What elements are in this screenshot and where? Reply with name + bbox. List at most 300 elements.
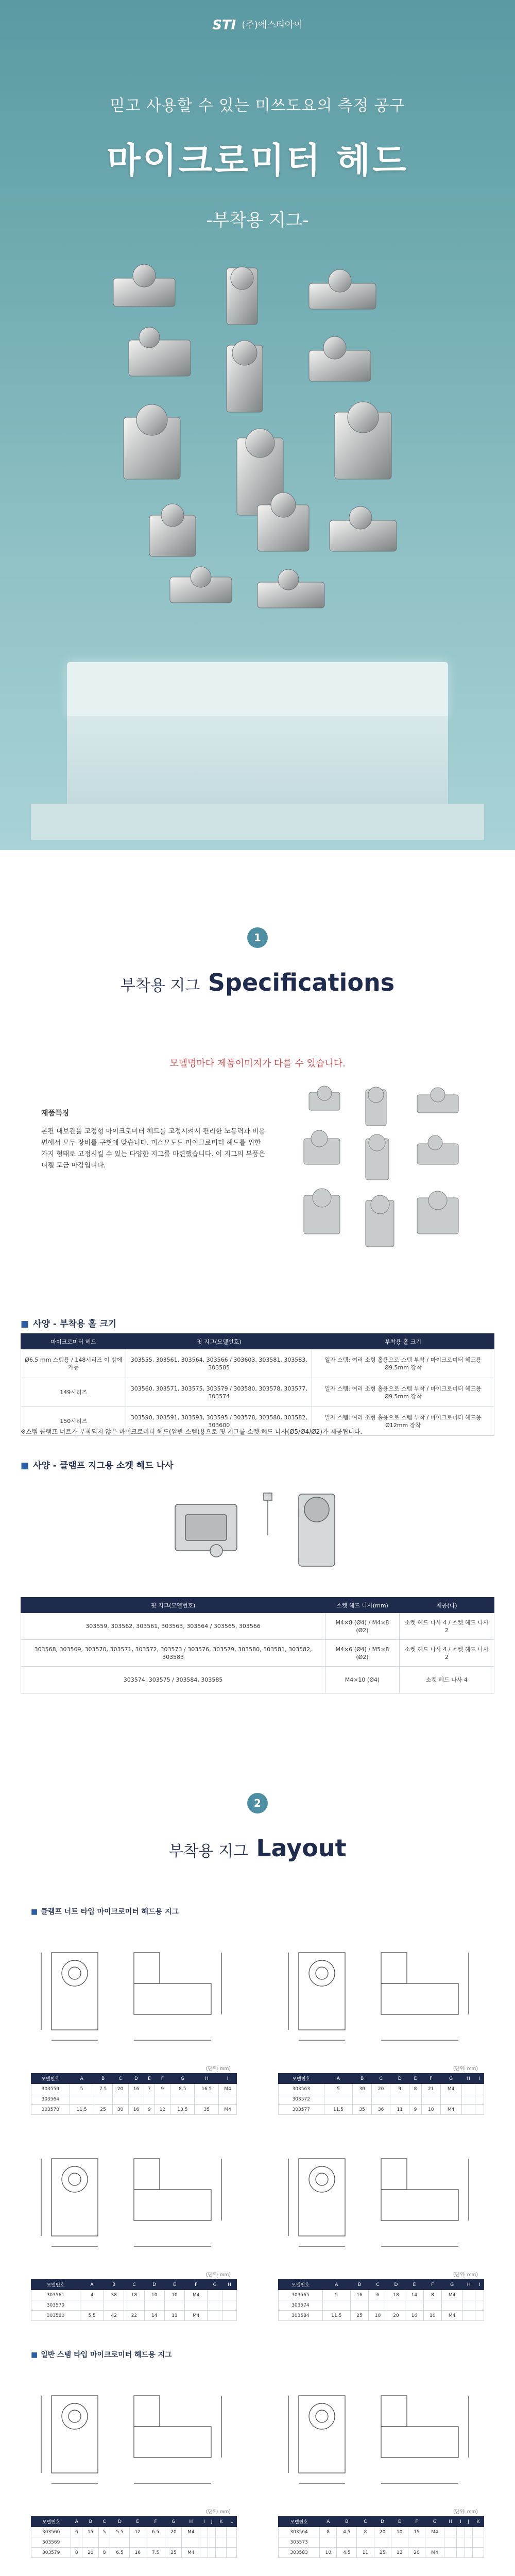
table-cell: 10 — [144, 2290, 164, 2300]
table-header: D — [144, 2280, 164, 2290]
table-cell: 9 — [154, 2084, 170, 2094]
table-cell: M4 — [182, 2548, 200, 2558]
table-cell — [208, 2300, 222, 2311]
table-cell — [444, 2537, 457, 2548]
table-header: H — [444, 2517, 457, 2527]
section-title-ko: 부착용 지그 — [120, 977, 200, 995]
table-cell — [195, 2094, 219, 2105]
table-header: I — [475, 2074, 484, 2084]
unit-label: (단위: mm) — [453, 2510, 478, 2515]
table-cell — [200, 2537, 208, 2548]
table-cell: 14 — [144, 2311, 164, 2321]
table-cell: 303563 — [279, 2084, 324, 2094]
table-cell: 150시리즈 — [21, 1407, 126, 1436]
spec-table — [21, 1333, 494, 1436]
table-cell: M4×8 (Ø4) / M4×8 (Ø2) — [325, 1613, 400, 1640]
plain-jig-subtitle: ■ 일반 스템 타입 마이크로미터 헤드용 지그 — [31, 2351, 172, 2359]
table-cell: 15 — [408, 2527, 425, 2537]
table-cell: M4 — [440, 2105, 461, 2115]
table-header: L — [227, 2517, 237, 2527]
table-header: F — [423, 2280, 441, 2290]
table-cell — [387, 2300, 405, 2311]
table-header: E — [144, 2074, 154, 2084]
table-header: H — [222, 2280, 236, 2290]
table-cell: 8 — [320, 2527, 337, 2537]
table-header: A — [71, 2517, 82, 2527]
dimension-drawing — [31, 2375, 237, 2504]
table-cell — [390, 2094, 409, 2105]
table-cell — [462, 2290, 475, 2300]
table-cell: 10 — [421, 2105, 440, 2115]
dimension-drawing — [31, 1932, 237, 2061]
table-cell — [472, 2527, 484, 2537]
table-cell: 20 — [408, 2548, 425, 2558]
table-cell: 5 — [322, 2290, 350, 2300]
table-cell: 10 — [320, 2548, 337, 2558]
table-cell: 303564 — [279, 2527, 320, 2537]
table-row — [21, 1613, 494, 1640]
table-header: D — [128, 2074, 144, 2084]
table-row — [31, 2094, 237, 2105]
table-header: C — [357, 2517, 374, 2527]
table-cell — [475, 2300, 484, 2311]
table-cell — [144, 2094, 154, 2105]
table-row — [279, 2537, 484, 2548]
table-header: D — [390, 2074, 409, 2084]
table-header: G — [442, 2280, 462, 2290]
dimension-drawing — [31, 2138, 237, 2267]
table-cell — [475, 2105, 484, 2115]
table-header: B — [94, 2074, 112, 2084]
table-cell: 8 — [357, 2527, 374, 2537]
table-cell: 25 — [350, 2311, 368, 2321]
table-cell: 303572 — [279, 2094, 324, 2105]
table-cell: 11 — [357, 2548, 374, 2558]
table-header: A — [324, 2074, 353, 2084]
dimension-table — [31, 2516, 237, 2558]
table-cell — [472, 2548, 484, 2558]
table-cell: M4 — [182, 2527, 200, 2537]
table-cell — [472, 2537, 484, 2548]
table-cell: 25 — [94, 2105, 112, 2115]
table-cell: 4.5 — [337, 2527, 357, 2537]
table-cell: M4 — [425, 2527, 444, 2537]
table-header: I — [219, 2074, 237, 2084]
table-cell — [461, 2084, 475, 2094]
table-cell: 12 — [391, 2548, 408, 2558]
table-cell: 20 — [371, 2084, 390, 2094]
table-cell: 303578 — [31, 2105, 70, 2115]
table-cell: 12 — [129, 2527, 146, 2537]
table-cell: 16.5 — [195, 2084, 219, 2094]
table-cell: 20 — [82, 2548, 99, 2558]
table-header: 모델번호 — [279, 2280, 323, 2290]
table-cell: 4 — [80, 2290, 104, 2300]
table-cell — [405, 2300, 423, 2311]
table-cell — [425, 2537, 444, 2548]
jig-set-image — [288, 1082, 494, 1257]
table-header: 소켓 헤드 나사(mm) — [325, 1598, 400, 1613]
table-cell: M4 — [219, 2084, 237, 2094]
table-cell — [475, 2094, 484, 2105]
table-cell: 25 — [165, 2548, 182, 2558]
table-cell: 303569 — [31, 2537, 71, 2548]
table-cell — [461, 2105, 475, 2115]
section-title-ko: 부착용 지그 — [168, 1842, 248, 1860]
table-cell: 16 — [128, 2105, 144, 2115]
table-cell: 15 — [82, 2527, 99, 2537]
table-cell — [104, 2300, 124, 2311]
table-cell — [144, 2300, 164, 2311]
product-parts-image — [0, 247, 515, 670]
table-cell: 6.5 — [110, 2548, 130, 2558]
table-header: 마이크로미터 헤드 — [21, 1334, 126, 1349]
table-cell — [82, 2537, 99, 2548]
table-row — [21, 1667, 494, 1693]
brand-logo — [0, 18, 515, 33]
table-cell: 10 — [164, 2290, 184, 2300]
table-cell — [216, 2527, 227, 2537]
table-header: B — [337, 2517, 357, 2527]
table-cell: 21 — [421, 2084, 440, 2094]
table-cell — [222, 2300, 236, 2311]
table-row — [31, 2548, 237, 2558]
table-row — [279, 2527, 484, 2537]
table-cell: 5.5 — [110, 2527, 130, 2537]
table-cell: 7 — [144, 2084, 154, 2094]
table-cell: 303580 — [31, 2311, 80, 2321]
table-cell: 303573 — [279, 2537, 320, 2548]
table-cell: 13.5 — [170, 2105, 195, 2115]
table-cell: 6 — [71, 2527, 82, 2537]
table-cell: 5.5 — [80, 2311, 104, 2321]
brand-mark: STI — [212, 18, 236, 33]
table-header: J — [208, 2517, 216, 2527]
table-cell — [208, 2290, 222, 2300]
table-cell: 11.5 — [322, 2311, 350, 2321]
table-cell — [444, 2527, 457, 2537]
unit-label: (단위: mm) — [453, 2273, 478, 2278]
section-number: 1 — [247, 927, 268, 948]
table-cell — [408, 2537, 425, 2548]
table-cell: 303583 — [279, 2548, 320, 2558]
table-header: A — [320, 2517, 337, 2527]
table-row — [31, 2105, 237, 2115]
podium-top — [67, 662, 448, 719]
table-cell — [208, 2311, 222, 2321]
table-cell — [129, 2537, 146, 2548]
spec-note: ※스템 클램프 너트가 부착되지 않은 마이크로미터 헤드(일반 스템)용으로 핏 지그를 소켓 헤드 나사(Ø5/Ø4/Ø2)가 제공됩니다. — [21, 1428, 363, 1435]
table-header: B — [350, 2280, 368, 2290]
table-cell: 11.5 — [70, 2105, 94, 2115]
table-cell: 5 — [99, 2527, 110, 2537]
table-cell: 303561 — [31, 2290, 80, 2300]
table-header: C — [112, 2074, 128, 2084]
table-cell: 30 — [112, 2105, 128, 2115]
table-header: B — [104, 2280, 124, 2290]
table-cell — [124, 2300, 144, 2311]
hero-banner — [0, 0, 515, 850]
table-cell — [357, 2537, 374, 2548]
table-header: 부착용 홀 크기 — [312, 1334, 494, 1349]
table-row — [31, 2311, 237, 2321]
bullet-icon: ■ — [21, 1319, 29, 1329]
table-header: F — [146, 2517, 165, 2527]
table-cell: 9 — [409, 2105, 422, 2115]
table-cell — [154, 2094, 170, 2105]
table-row — [31, 2290, 237, 2300]
table-cell — [391, 2537, 408, 2548]
table-cell — [222, 2311, 236, 2321]
dimension-table — [278, 2516, 484, 2558]
table-cell: 9 — [144, 2105, 154, 2115]
table-cell — [465, 2548, 472, 2558]
table-cell: 42 — [104, 2311, 124, 2321]
table-row — [31, 2537, 237, 2548]
table-cell: 11 — [164, 2311, 184, 2321]
table-cell — [465, 2527, 472, 2537]
table-cell: 소켓 헤드 나사 4 / 소켓 헤드 나사 2 — [399, 1640, 494, 1667]
table-cell — [353, 2094, 372, 2105]
table-cell: 16 — [129, 2548, 146, 2558]
table-cell — [146, 2537, 165, 2548]
unit-label: (단위: mm) — [206, 2066, 231, 2072]
table-cell: 9 — [390, 2084, 409, 2094]
table-cell: 149시리즈 — [21, 1378, 126, 1407]
table-header: C — [369, 2280, 387, 2290]
table-cell: 일자 스템: 여러 소형 홀용으로 스템 부착 / 마이크로미터 헤드용 Ø12mm 장착 — [312, 1407, 494, 1436]
clamp-screw-diagram — [165, 1479, 350, 1582]
table-cell: 303560, 303571, 303575, 303579 / 303580, 303578, 303577, 303574 — [126, 1378, 312, 1407]
table-cell: 303559, 303562, 303561, 303563, 303564 / 303565, 303566 — [21, 1613, 325, 1640]
table-row — [279, 2290, 484, 2300]
table-cell — [440, 2094, 461, 2105]
table-row — [21, 1349, 494, 1378]
table-header: I — [457, 2517, 465, 2527]
table-header: G — [425, 2517, 444, 2527]
table-cell: 7.5 — [146, 2548, 165, 2558]
podium-front — [67, 716, 448, 809]
table-cell — [216, 2537, 227, 2548]
table-cell — [80, 2300, 104, 2311]
description-text: 본편 내보관을 고정형 마이크로미터 헤드를 고정시켜서 편리한 노동력과 비용면에서 모두 장비를 구현에 맞습니다. 미스모도도 마이크로미터 헤드를 위한 가지 형태로 고정시킬 수 있는 다양한 지그를 마련했습니다. 이 지그의 부품은 니켈 도금 마감입니다. — [41, 1128, 265, 1170]
table-cell: M4 — [219, 2105, 237, 2115]
table-cell — [164, 2300, 184, 2311]
table-header: H — [182, 2517, 200, 2527]
table-cell — [112, 2094, 128, 2105]
table-cell — [71, 2537, 82, 2548]
table-header: B — [82, 2517, 99, 2527]
table-cell — [324, 2094, 353, 2105]
table-cell: 16 — [350, 2290, 368, 2300]
table-cell: 일자 스템: 여러 소형 홀용으로 스템 부착 / 마이크로미터 헤드용 Ø9.5mm 장착 — [312, 1378, 494, 1407]
table-cell: 303574 — [279, 2300, 323, 2311]
table-cell: 303584 — [279, 2311, 323, 2321]
table-header: F — [185, 2280, 208, 2290]
table-cell: 303590, 303591, 303593, 303595 / 303578, 303580, 303582, 303600 — [126, 1407, 312, 1436]
table-header: J — [465, 2517, 472, 2527]
table-cell: 303577 — [279, 2105, 324, 2115]
clamp-jig-subtitle: ■ 클램프 너트 타입 마이크로미터 헤드용 지그 — [31, 1908, 179, 1916]
table-cell: M4×6 (Ø4) / M5×8 (Ø2) — [325, 1640, 400, 1667]
table-row — [21, 1378, 494, 1407]
table-header: D — [387, 2280, 405, 2290]
table-cell: 11 — [390, 2105, 409, 2115]
product-description — [41, 1108, 268, 1172]
table-cell: 35 — [195, 2105, 219, 2115]
table-cell: 7.5 — [94, 2084, 112, 2094]
bullet-icon: ■ — [31, 2351, 38, 2359]
table-header: E — [409, 2074, 422, 2084]
table-cell — [70, 2094, 94, 2105]
table-header: H — [461, 2074, 475, 2084]
description-title: 제품특징 — [41, 1109, 70, 1117]
table-cell — [227, 2537, 237, 2548]
table-cell — [216, 2548, 227, 2558]
table-header: E — [129, 2517, 146, 2527]
table-cell — [462, 2300, 475, 2311]
dimension-table — [278, 2279, 484, 2321]
dimension-table — [278, 2073, 484, 2115]
podium-base — [31, 804, 484, 840]
table-header: I — [200, 2517, 208, 2527]
table-cell — [350, 2300, 368, 2311]
table-cell: 6.5 — [146, 2527, 165, 2537]
table-cell — [371, 2094, 390, 2105]
table-cell: 303579 — [31, 2548, 71, 2558]
table-cell — [227, 2527, 237, 2537]
table-cell: 16 — [405, 2311, 423, 2321]
table-cell: 8 — [423, 2290, 441, 2300]
table-cell: 10 — [369, 2311, 387, 2321]
notice-text: 모델명마다 제품이미지가 다를 수 있습니다. — [169, 1058, 346, 1069]
table-row — [279, 2094, 484, 2105]
table-header: A — [80, 2280, 104, 2290]
table-cell — [94, 2094, 112, 2105]
table-header: G — [440, 2074, 461, 2084]
table-cell — [465, 2537, 472, 2548]
table-cell: 36 — [371, 2105, 390, 2115]
table-cell — [337, 2537, 357, 2548]
table-cell: 11.5 — [324, 2105, 353, 2115]
table-cell: 18 — [124, 2290, 144, 2300]
section-title — [0, 969, 515, 996]
dimension-table — [31, 2073, 237, 2115]
table-cell: M4×10 (Ø4) — [325, 1667, 400, 1693]
table-header: 모델번호 — [31, 2517, 71, 2527]
table-cell: 35 — [353, 2105, 372, 2115]
table-cell: 303568, 303569, 303570, 303571, 303572, 303573 / 303576, 303579, 303580, 303581, 303582, 303583 — [21, 1640, 325, 1667]
table-cell — [457, 2527, 465, 2537]
table-header: G — [208, 2280, 222, 2290]
dimension-drawing — [278, 2138, 484, 2267]
table-header: E — [164, 2280, 184, 2290]
table-cell — [182, 2537, 200, 2548]
table-cell: 소켓 헤드 나사 4 — [399, 1667, 494, 1693]
spec-heading: ■ 사양 - 부착용 홀 크기 — [21, 1319, 117, 1329]
table-header: G — [165, 2517, 182, 2527]
table-cell — [423, 2300, 441, 2311]
table-cell: 303555, 303561, 303564, 303566 / 303603, 303581, 303583, 303585 — [126, 1349, 312, 1378]
table-cell — [475, 2084, 484, 2094]
dimension-drawing — [278, 2375, 484, 2504]
table-cell: 22 — [124, 2311, 144, 2321]
table-cell — [200, 2548, 208, 2558]
section-title-en: Specifications — [208, 969, 395, 996]
table-header: 모델번호 — [279, 2074, 324, 2084]
table-row — [279, 2084, 484, 2094]
table-cell — [170, 2094, 195, 2105]
section-title-en: Layout — [256, 1834, 347, 1862]
bullet-icon: ■ — [21, 1461, 29, 1471]
table-row — [279, 2548, 484, 2558]
table-cell: 8.5 — [170, 2084, 195, 2094]
table-cell: 30 — [353, 2084, 372, 2094]
table-header: F — [154, 2074, 170, 2084]
table-cell — [110, 2537, 130, 2548]
table-cell — [444, 2548, 457, 2558]
table-cell: 5 — [324, 2084, 353, 2094]
section-number: 2 — [247, 1793, 268, 1814]
table-cell: 8 — [71, 2548, 82, 2558]
table-header: 모델번호 — [31, 2074, 70, 2084]
brand-name: (주)에스티아이 — [242, 20, 303, 30]
table-cell: 4.5 — [337, 2548, 357, 2558]
table-cell — [165, 2537, 182, 2548]
table-header: B — [353, 2074, 372, 2084]
bullet-icon: ■ — [31, 1908, 38, 1916]
table-cell: 20 — [374, 2527, 391, 2537]
table-cell: 303564 — [31, 2094, 70, 2105]
table-header: H — [195, 2074, 219, 2084]
table-cell: 10 — [391, 2527, 408, 2537]
table-header: H — [462, 2280, 475, 2290]
table-header: C — [371, 2074, 390, 2084]
table-cell — [457, 2548, 465, 2558]
table-cell: 8 — [99, 2548, 110, 2558]
hero-tagline: 믿고 사용할 수 있는 미쓰도요의 측정 공구 — [110, 97, 405, 115]
table-cell — [475, 2311, 484, 2321]
table-header: C — [124, 2280, 144, 2290]
table-cell — [369, 2300, 387, 2311]
table-cell: 20 — [112, 2084, 128, 2094]
table-row — [31, 2300, 237, 2311]
table-row — [31, 2527, 237, 2537]
table-cell — [320, 2537, 337, 2548]
table-cell: 5 — [70, 2084, 94, 2094]
table-header: K — [216, 2517, 227, 2527]
table-cell: 18 — [387, 2290, 405, 2300]
table-header: A — [70, 2074, 94, 2084]
table-row — [31, 2084, 237, 2094]
table-cell: 6 — [369, 2290, 387, 2300]
table-cell: 303560 — [31, 2527, 71, 2537]
table-cell: 303559 — [31, 2084, 70, 2094]
table-cell — [457, 2537, 465, 2548]
table-header: 모델번호 — [31, 2280, 80, 2290]
table-header: G — [170, 2074, 195, 2084]
section-title — [0, 1834, 515, 1862]
unit-label: (단위: mm) — [206, 2510, 231, 2515]
table-row — [279, 2300, 484, 2311]
table-cell: 14 — [405, 2290, 423, 2300]
table-cell — [227, 2548, 237, 2558]
table-header: 핏 지그(모델번호) — [126, 1334, 312, 1349]
table-cell: M4 — [425, 2548, 444, 2558]
table-cell: 8 — [409, 2084, 422, 2094]
table-cell: M4 — [442, 2311, 462, 2321]
table-cell: 38 — [104, 2290, 124, 2300]
